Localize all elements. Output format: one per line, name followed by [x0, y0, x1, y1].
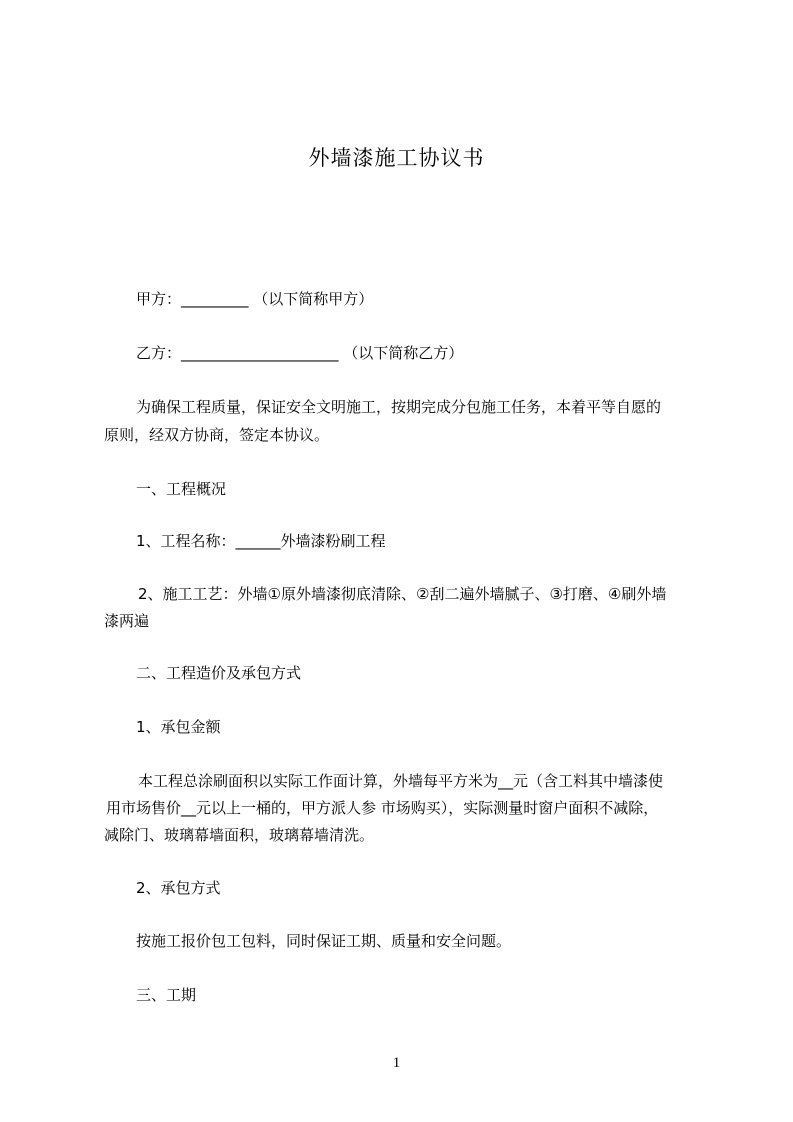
contract-method-item: 2、承包方式: [136, 879, 221, 897]
price-paragraph-line-1: 本工程总涂刷面积以实际工作面计算，外墙每平方米为__元（含工料其中墙漆使: [138, 772, 664, 790]
section-1-heading: 一、工程概况: [136, 480, 227, 498]
contract-amount-item: 1、承包金额: [136, 718, 221, 736]
project-name-item: 1、工程名称：______外墙漆粉刷工程: [136, 532, 386, 550]
intro-paragraph-line-2: 原则，经双方协商，签定本协议。: [104, 426, 330, 444]
contract-method-text: 按施工报价包工包料，同时保证工期、质量和安全问题。: [136, 932, 512, 950]
price-paragraph-line-2: 用市场售价__元以上一桶的，甲方派人参 市场购买），实际测量时窗户面积不减除，: [106, 799, 659, 817]
price-paragraph-line-3: 减除门、玻璃幕墙面积，玻璃幕墙清洗。: [104, 826, 375, 844]
section-2-heading: 二、工程造价及承包方式: [136, 664, 302, 682]
page-number: 1: [392, 1055, 401, 1071]
document-title: 外墙漆施工协议书: [308, 146, 485, 170]
party-b-line: 乙方：_____________________ （以下简称乙方）: [136, 344, 464, 362]
construction-process-line-1: 2、施工工艺：外墙①原外墙漆彻底清除、②刮二遍外墙腻子、③打磨、④刷外墙: [138, 585, 667, 603]
section-3-heading: 三、工期: [136, 986, 197, 1004]
intro-paragraph-line-1: 为确保工程质量，保证安全文明施工，按期完成分包施工任务，本着平等自愿的: [136, 398, 662, 416]
construction-process-line-2: 漆两遍: [104, 612, 150, 630]
party-a-line: 甲方：_________ （以下简称甲方）: [136, 290, 374, 308]
